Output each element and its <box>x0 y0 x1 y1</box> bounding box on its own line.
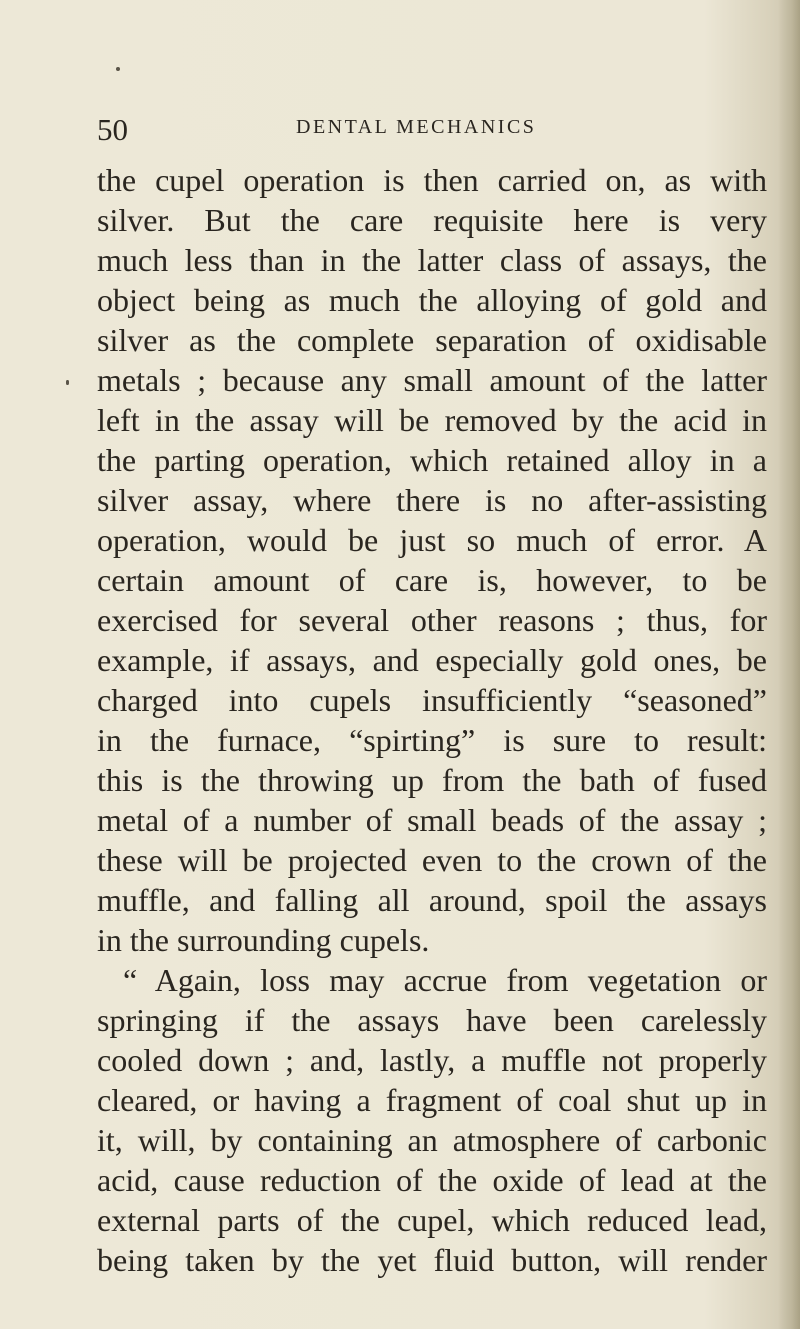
text-line: silver as the complete separation of oxidisable <box>97 322 767 358</box>
text-line: the cupel operation is then carried on, as with <box>97 162 767 198</box>
print-speck <box>116 67 120 71</box>
text-line: left in the assay will be removed by the acid in <box>97 402 767 438</box>
text-line: being taken by the yet fluid button, will render <box>97 1242 767 1278</box>
print-speck <box>66 380 69 385</box>
text-line: charged into cupels insufficiently “seasoned” <box>97 682 767 718</box>
page-header <box>97 112 757 152</box>
text-line: example, if assays, and especially gold ones, be <box>97 642 767 678</box>
text-line: operation, would be just so much of error. A <box>97 522 767 558</box>
page-number: 50 <box>97 112 128 147</box>
text-line: much less than in the latter class of assays, the <box>97 242 767 278</box>
text-line: silver assay, where there is no after-assisting <box>97 482 767 518</box>
text-line: metals ; because any small amount of the latter <box>97 362 767 398</box>
text-line: silver. But the care requisite here is very <box>97 202 767 238</box>
paragraph-1 <box>97 160 767 960</box>
text-line: in the surrounding cupels. <box>97 922 430 958</box>
text-line: in the furnace, “spirting” is sure to result: <box>97 722 767 758</box>
text-line: cooled down ; and, lastly, a muffle not properly <box>97 1042 767 1078</box>
text-line: external parts of the cupel, which reduced lead, <box>97 1202 767 1238</box>
text-line: this is the throwing up from the bath of fused <box>97 762 767 798</box>
text-line: these will be projected even to the crown of the <box>97 842 767 878</box>
text-line: “ Again, loss may accrue from vegetation or <box>123 962 767 998</box>
text-line: acid, cause reduction of the oxide of lead at the <box>97 1162 767 1198</box>
text-line: the parting operation, which retained alloy in a <box>97 442 767 478</box>
text-line: springing if the assays have been carelessly <box>97 1002 767 1038</box>
paragraph-2 <box>97 960 767 1280</box>
page-edge-shadow <box>778 0 800 1329</box>
text-line: muffle, and falling all around, spoil the assays <box>97 882 767 918</box>
text-line: certain amount of care is, however, to be <box>97 562 767 598</box>
text-line: metal of a number of small beads of the assay ; <box>97 802 767 838</box>
text-line: cleared, or having a fragment of coal shut up in <box>97 1082 767 1118</box>
text-line: exercised for several other reasons ; thus, for <box>97 602 767 638</box>
body-text <box>97 160 767 1280</box>
running-head: DENTAL MECHANICS <box>296 116 537 138</box>
text-line: object being as much the alloying of gold and <box>97 282 767 318</box>
text-line: it, will, by containing an atmosphere of carbonic <box>97 1122 767 1158</box>
